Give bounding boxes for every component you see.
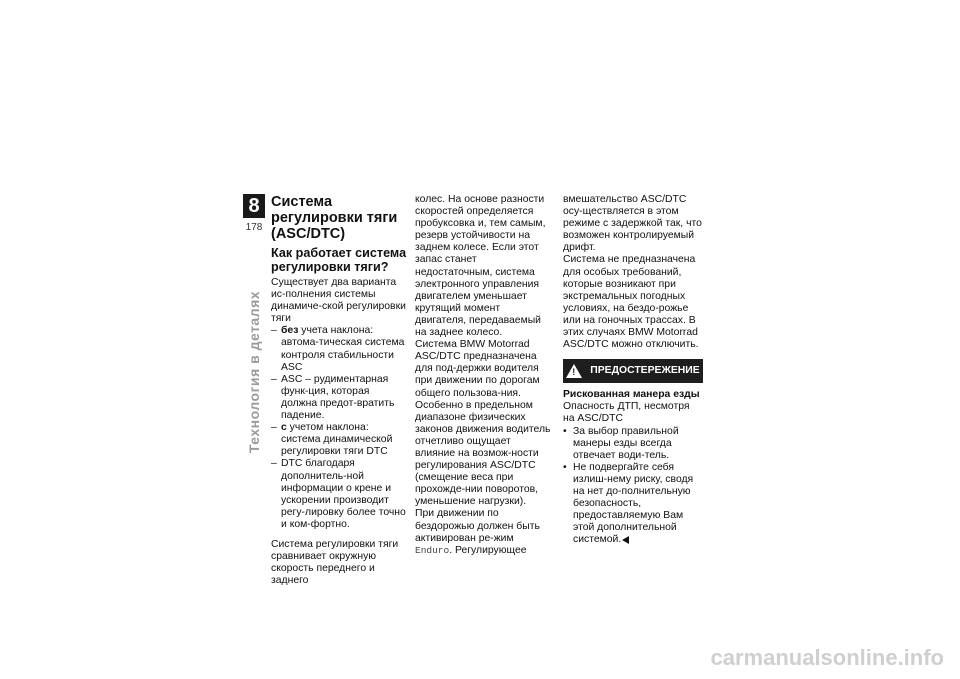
chapter-number: 8: [243, 194, 265, 218]
column-3: [563, 194, 703, 546]
end-of-section-icon: [622, 536, 629, 544]
paragraph: При движении по бездорожью должен быть активирован ре-жим Enduro. Регулирующее: [415, 508, 540, 556]
page-number: 178: [245, 222, 263, 233]
column-2: [415, 194, 551, 557]
warning-banner: [563, 359, 703, 383]
paragraph: Система не предназначена для особых требований, которые возникают при экстремальных погодных условиях, на бездо-рожье или на гоночных трассах. В этих случаях BMW Motorrad ASC/DTC можно отключить.: [563, 254, 699, 351]
bullet-item: • Не подвергайте себя излиш-нему риску, сводя на нет до-полнительную безопасность, предоставляемую Вам этой дополнительной системой.: [563, 462, 703, 547]
intro-paragraph: Существует два варианта ис-полнения системы динамиче-ской регулировки тяги: [271, 277, 406, 325]
risk-title: Рискованная манера езды: [563, 389, 700, 401]
paragraph: колес. На основе разности скоростей определяется пробуксовка и, тем самым, резерв устойчивости на заднем колесе. Если этот запас станет недостаточным, система электронного управления двигателем уменьшает крутящий момент двигателя, передаваемый на заднее колесо.: [415, 194, 546, 339]
paragraph: вмешательство ASC/DTC осу-ществляется в этом режиме с задержкой так, что возможен контролируемый дрифт.: [563, 194, 702, 254]
chapter-tab: [243, 194, 265, 233]
warning-label: ПРЕДОСТЕРЕЖЕНИЕ: [590, 365, 700, 377]
list-item: – без учета наклона: автома-тическая система контроля стабильности ASC: [271, 325, 407, 373]
watermark: carmanualsonline.info: [710, 645, 944, 670]
mode-name: Enduro: [415, 544, 450, 556]
section-subtitle: Как работает система регулировки тяги?: [271, 246, 407, 274]
risk-text: Опасность ДТП, несмотря на ASC/DTC: [563, 401, 690, 425]
list-item: – DTC благодаря дополнитель-ной информации о крене и ускорении производит регу-лировку более точно и ком-фортно.: [271, 458, 407, 531]
column-1: [271, 194, 407, 587]
list-item: – ASC – рудиментарная функ-ция, которая должна предот-вратить падение.: [271, 374, 407, 422]
paragraph: Система BMW Motorrad ASC/DTC предназначена для под-держки водителя при движении по дорогам общего пользова-ния. Особенно в предельном диапазоне физических законов движения водитель отчетливо ощущает влияние на возмож-ности регулирования ASC/DTC (смещение веса при прохожде-нии поворотов, уменьшение нагрузки).: [415, 339, 551, 508]
warning-triangle-icon: !: [566, 364, 582, 378]
bullet-item: • За выбор правильной манеры езды всегда отвечает води-тель.: [563, 426, 703, 462]
chapter-side-title: Технология в деталях: [246, 290, 262, 454]
section-title: Система регулировки тяги (ASC/DTC): [271, 194, 398, 242]
list-item: – с учетом наклона: система динамической регулировки тяги DTC: [271, 422, 407, 458]
outro-paragraph: Система регулировки тяги сравнивает окружную скорость переднего и заднего: [271, 538, 399, 587]
